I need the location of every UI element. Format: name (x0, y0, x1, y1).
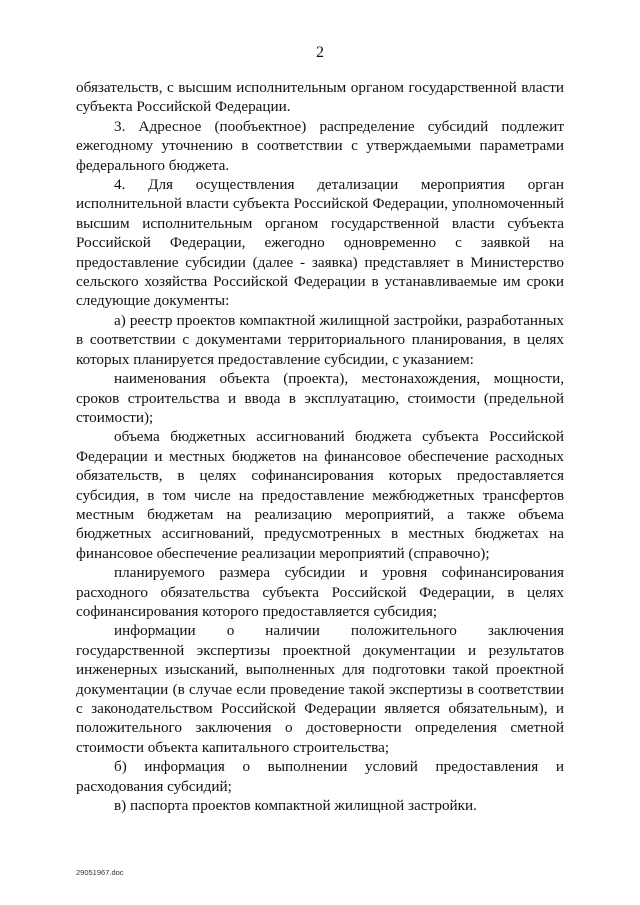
paragraph-continuation: обязательств, с высшим исполнительным органом государственной власти субъекта Российской Федерации. (76, 79, 564, 116)
page-number: 2 (316, 44, 324, 61)
paragraph-expertise-info: информации о наличии положительного заключения государственной экспертизы проектной документации и результатов инженерных изысканий, выполненных для подготовки такой проектной документации (в случае если проведение такой экспертизы в соответствии с законодательством Российской Федерации является обязательным), и положительного заключения о достоверности определения сметной стоимости объекта капитального строительства; (76, 622, 564, 756)
paragraph-subitem-a: а) реестр проектов компактной жилищной застройки, разработанных в соответствии с документами территориального планирования, в целях которых планируется предоставление субсидии, с указанием: (76, 311, 564, 368)
footer-file-name: 29051967.doc (76, 868, 124, 877)
paragraph-subitem-b: б) информация о выполнении условий предоставления и расходования субсидий; (76, 758, 564, 795)
paragraph-budget-allocations: объема бюджетных ассигнований бюджета субъекта Российской Федерации и местных бюджетов на финансовое обеспечение расходных обязательств, в целях софинансирования которых предоставляется субсидия, в том числе на предоставление межбюджетных трансфертов местным бюджетам на реализацию мероприятий, а также объема бюджетных ассигнований, предусмотренных в местных бюджетах на финансовое обеспечение реализации мероприятий (справочно); (76, 428, 564, 562)
paragraph-item-4: 4. Для осуществления детализации мероприятия орган исполнительной власти субъекта Российской Федерации, уполномоченный высшим исполнительным органом государственной власти субъекта Российской Федерации, ежегодно одновременно с заявкой на предоставление субсидии (далее - заявка) представляет в Министерство сельского хозяйства Российской Федерации в устанавливаемые им сроки следующие документы: (76, 176, 564, 310)
document-body (76, 78, 564, 815)
paragraph-object-name: наименования объекта (проекта), местонахождения, мощности, сроков строительства и ввода в эксплуатацию, стоимости (предельной стоимости); (76, 370, 564, 426)
paragraph-item-3: 3. Адресное (пообъектное) распределение субсидий подлежит ежегодному уточнению в соответствии с утверждаемыми параметрами федерального бюджета. (76, 117, 564, 174)
paragraph-subitem-v: в) паспорта проектов компактной жилищной застройки. (114, 797, 477, 815)
paragraph-subsidy-size: планируемого размера субсидии и уровня софинансирования расходного обязательства субъекта Российской Федерации, в целях софинансирования которого предоставляется субсидия; (76, 564, 564, 620)
